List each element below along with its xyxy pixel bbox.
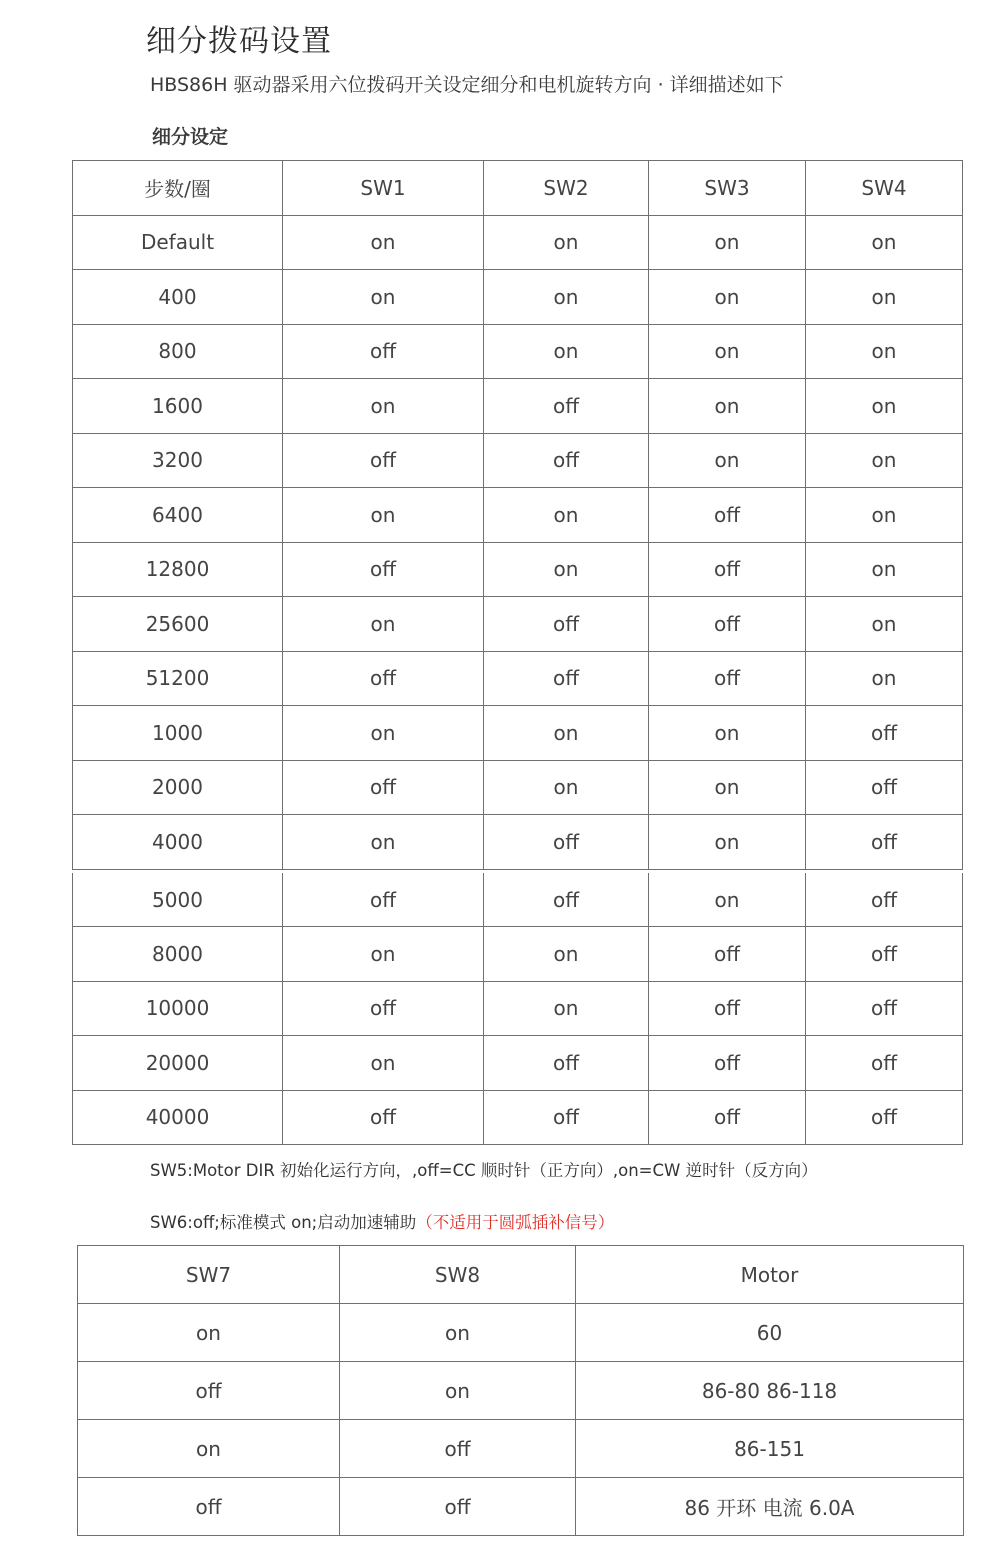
table-cell: on	[78, 1304, 340, 1362]
header-cell: SW3	[649, 161, 806, 216]
table-cell: on	[806, 597, 963, 652]
table-row	[73, 270, 963, 325]
table-cell: off	[649, 597, 806, 652]
table-cell: off	[649, 488, 806, 543]
table-cell: off	[484, 433, 649, 488]
note-sw6-mode	[150, 1209, 614, 1233]
table-row	[73, 215, 963, 270]
table-cell: on	[649, 215, 806, 270]
table-cell: on	[649, 815, 806, 870]
table-cell: on	[806, 379, 963, 434]
motor-table	[77, 1245, 964, 1536]
table-cell: off	[649, 542, 806, 597]
table-cell: off	[78, 1478, 340, 1536]
table-row	[73, 1036, 963, 1090]
table-cell: 86-151	[576, 1420, 964, 1478]
note-sw6-main: SW6:off;标准模式 on;启动加速辅助	[150, 1213, 417, 1232]
table-cell: on	[283, 1036, 484, 1090]
table-cell: on	[649, 706, 806, 761]
table-row	[73, 706, 963, 761]
table-cell: on	[484, 270, 649, 325]
table-cell: off	[484, 815, 649, 870]
table-cell: off	[283, 433, 484, 488]
table-cell: 60	[576, 1304, 964, 1362]
table-row	[73, 542, 963, 597]
table-row	[78, 1478, 964, 1536]
table-cell: off	[806, 927, 963, 981]
table-cell: 10000	[73, 981, 283, 1035]
header-row	[73, 161, 963, 216]
table-cell: on	[649, 324, 806, 379]
table-cell: on	[806, 651, 963, 706]
table-row	[73, 760, 963, 815]
table-cell: 6400	[73, 488, 283, 543]
table-cell: 1000	[73, 706, 283, 761]
table-cell: on	[649, 760, 806, 815]
section-heading-microstep: 细分设定	[152, 126, 229, 148]
table-cell: off	[484, 651, 649, 706]
table-cell: on	[283, 379, 484, 434]
table-row	[78, 1420, 964, 1478]
table-cell: Default	[73, 215, 283, 270]
table-cell: off	[806, 981, 963, 1035]
table-cell: on	[649, 873, 806, 927]
table-cell: on	[649, 379, 806, 434]
microstep-table-continued	[72, 873, 963, 1145]
table-cell: off	[649, 981, 806, 1035]
table-cell: on	[806, 542, 963, 597]
table-cell: on	[806, 270, 963, 325]
table-cell: off	[806, 706, 963, 761]
table-cell: 40000	[73, 1090, 283, 1144]
table-row	[73, 488, 963, 543]
header-cell: SW1	[283, 161, 484, 216]
table-cell: off	[649, 1090, 806, 1144]
table-cell: off	[806, 1090, 963, 1144]
table-row	[73, 433, 963, 488]
table-cell: off	[806, 1036, 963, 1090]
table-cell: 20000	[73, 1036, 283, 1090]
microstep-table	[72, 160, 963, 870]
table-cell: off	[649, 927, 806, 981]
table-row	[73, 981, 963, 1035]
table-cell: off	[283, 873, 484, 927]
table-cell: off	[806, 873, 963, 927]
table-cell: on	[484, 215, 649, 270]
table-cell: 8000	[73, 927, 283, 981]
table-cell: 5000	[73, 873, 283, 927]
table-cell: 400	[73, 270, 283, 325]
table-cell: on	[283, 815, 484, 870]
intro-text: HBS86H 驱动器采用六位拨码开关设定细分和电机旋转方向 · 详细描述如下	[150, 74, 784, 96]
table-cell: off	[78, 1362, 340, 1420]
table-cell: off	[283, 324, 484, 379]
table-cell: 12800	[73, 542, 283, 597]
table-cell: 51200	[73, 651, 283, 706]
table-cell: on	[484, 927, 649, 981]
table-cell: off	[649, 1036, 806, 1090]
table-row	[73, 815, 963, 870]
table-cell: 1600	[73, 379, 283, 434]
table-row	[73, 873, 963, 927]
table-cell: off	[283, 542, 484, 597]
table-cell: 4000	[73, 815, 283, 870]
table-cell: on	[340, 1362, 576, 1420]
table-cell: off	[649, 651, 806, 706]
table-cell: 25600	[73, 597, 283, 652]
table-row	[73, 597, 963, 652]
table-row	[73, 324, 963, 379]
table-cell: on	[649, 270, 806, 325]
table-cell: on	[340, 1304, 576, 1362]
table-cell: on	[806, 433, 963, 488]
table-row	[73, 379, 963, 434]
table-cell: on	[283, 927, 484, 981]
table-row	[78, 1362, 964, 1420]
table-cell: on	[484, 760, 649, 815]
header-row	[78, 1246, 964, 1304]
table-cell: off	[283, 760, 484, 815]
table-cell: off	[484, 379, 649, 434]
table-cell: off	[484, 597, 649, 652]
table-cell: on	[78, 1420, 340, 1478]
table-cell: off	[283, 981, 484, 1035]
table-row	[73, 651, 963, 706]
table-cell: on	[283, 270, 484, 325]
table-cell: on	[484, 324, 649, 379]
table-cell: off	[806, 760, 963, 815]
table-row	[73, 1090, 963, 1144]
note-sw6-warning: （不适用于圆弧插补信号）	[416, 1213, 615, 1232]
header-cell: SW4	[806, 161, 963, 216]
table-cell: off	[484, 873, 649, 927]
table-cell: on	[283, 597, 484, 652]
table-cell: 2000	[73, 760, 283, 815]
table-cell: on	[806, 488, 963, 543]
header-cell: 步数/圈	[73, 161, 283, 216]
page-title: 细分拨码设置	[146, 24, 332, 59]
table-cell: off	[484, 1090, 649, 1144]
table-cell: on	[484, 981, 649, 1035]
header-cell: SW8	[340, 1246, 576, 1304]
table-cell: 800	[73, 324, 283, 379]
table-cell: off	[283, 651, 484, 706]
note-sw5-direction: SW5:Motor DIR 初始化运行方向，,off=CC 顺时针（正方向）,on=CW 逆时针（反方向）	[150, 1161, 818, 1180]
table-cell: on	[649, 433, 806, 488]
table-cell: off	[283, 1090, 484, 1144]
table-cell: off	[484, 1036, 649, 1090]
table-cell: on	[484, 706, 649, 761]
table-cell: on	[283, 706, 484, 761]
table-cell: off	[806, 815, 963, 870]
header-cell: SW7	[78, 1246, 340, 1304]
table-cell: on	[806, 324, 963, 379]
table-cell: 86 开环 电流 6.0A	[576, 1478, 964, 1536]
table-cell: on	[484, 488, 649, 543]
table-cell: on	[806, 215, 963, 270]
table-cell: on	[283, 215, 484, 270]
table-cell: on	[283, 488, 484, 543]
table-cell: off	[340, 1420, 576, 1478]
table-row	[73, 927, 963, 981]
header-cell: SW2	[484, 161, 649, 216]
header-cell: Motor	[576, 1246, 964, 1304]
table-cell: on	[484, 542, 649, 597]
table-cell: off	[340, 1478, 576, 1536]
table-cell: 86-80 86-118	[576, 1362, 964, 1420]
table-cell: 3200	[73, 433, 283, 488]
table-row	[78, 1304, 964, 1362]
